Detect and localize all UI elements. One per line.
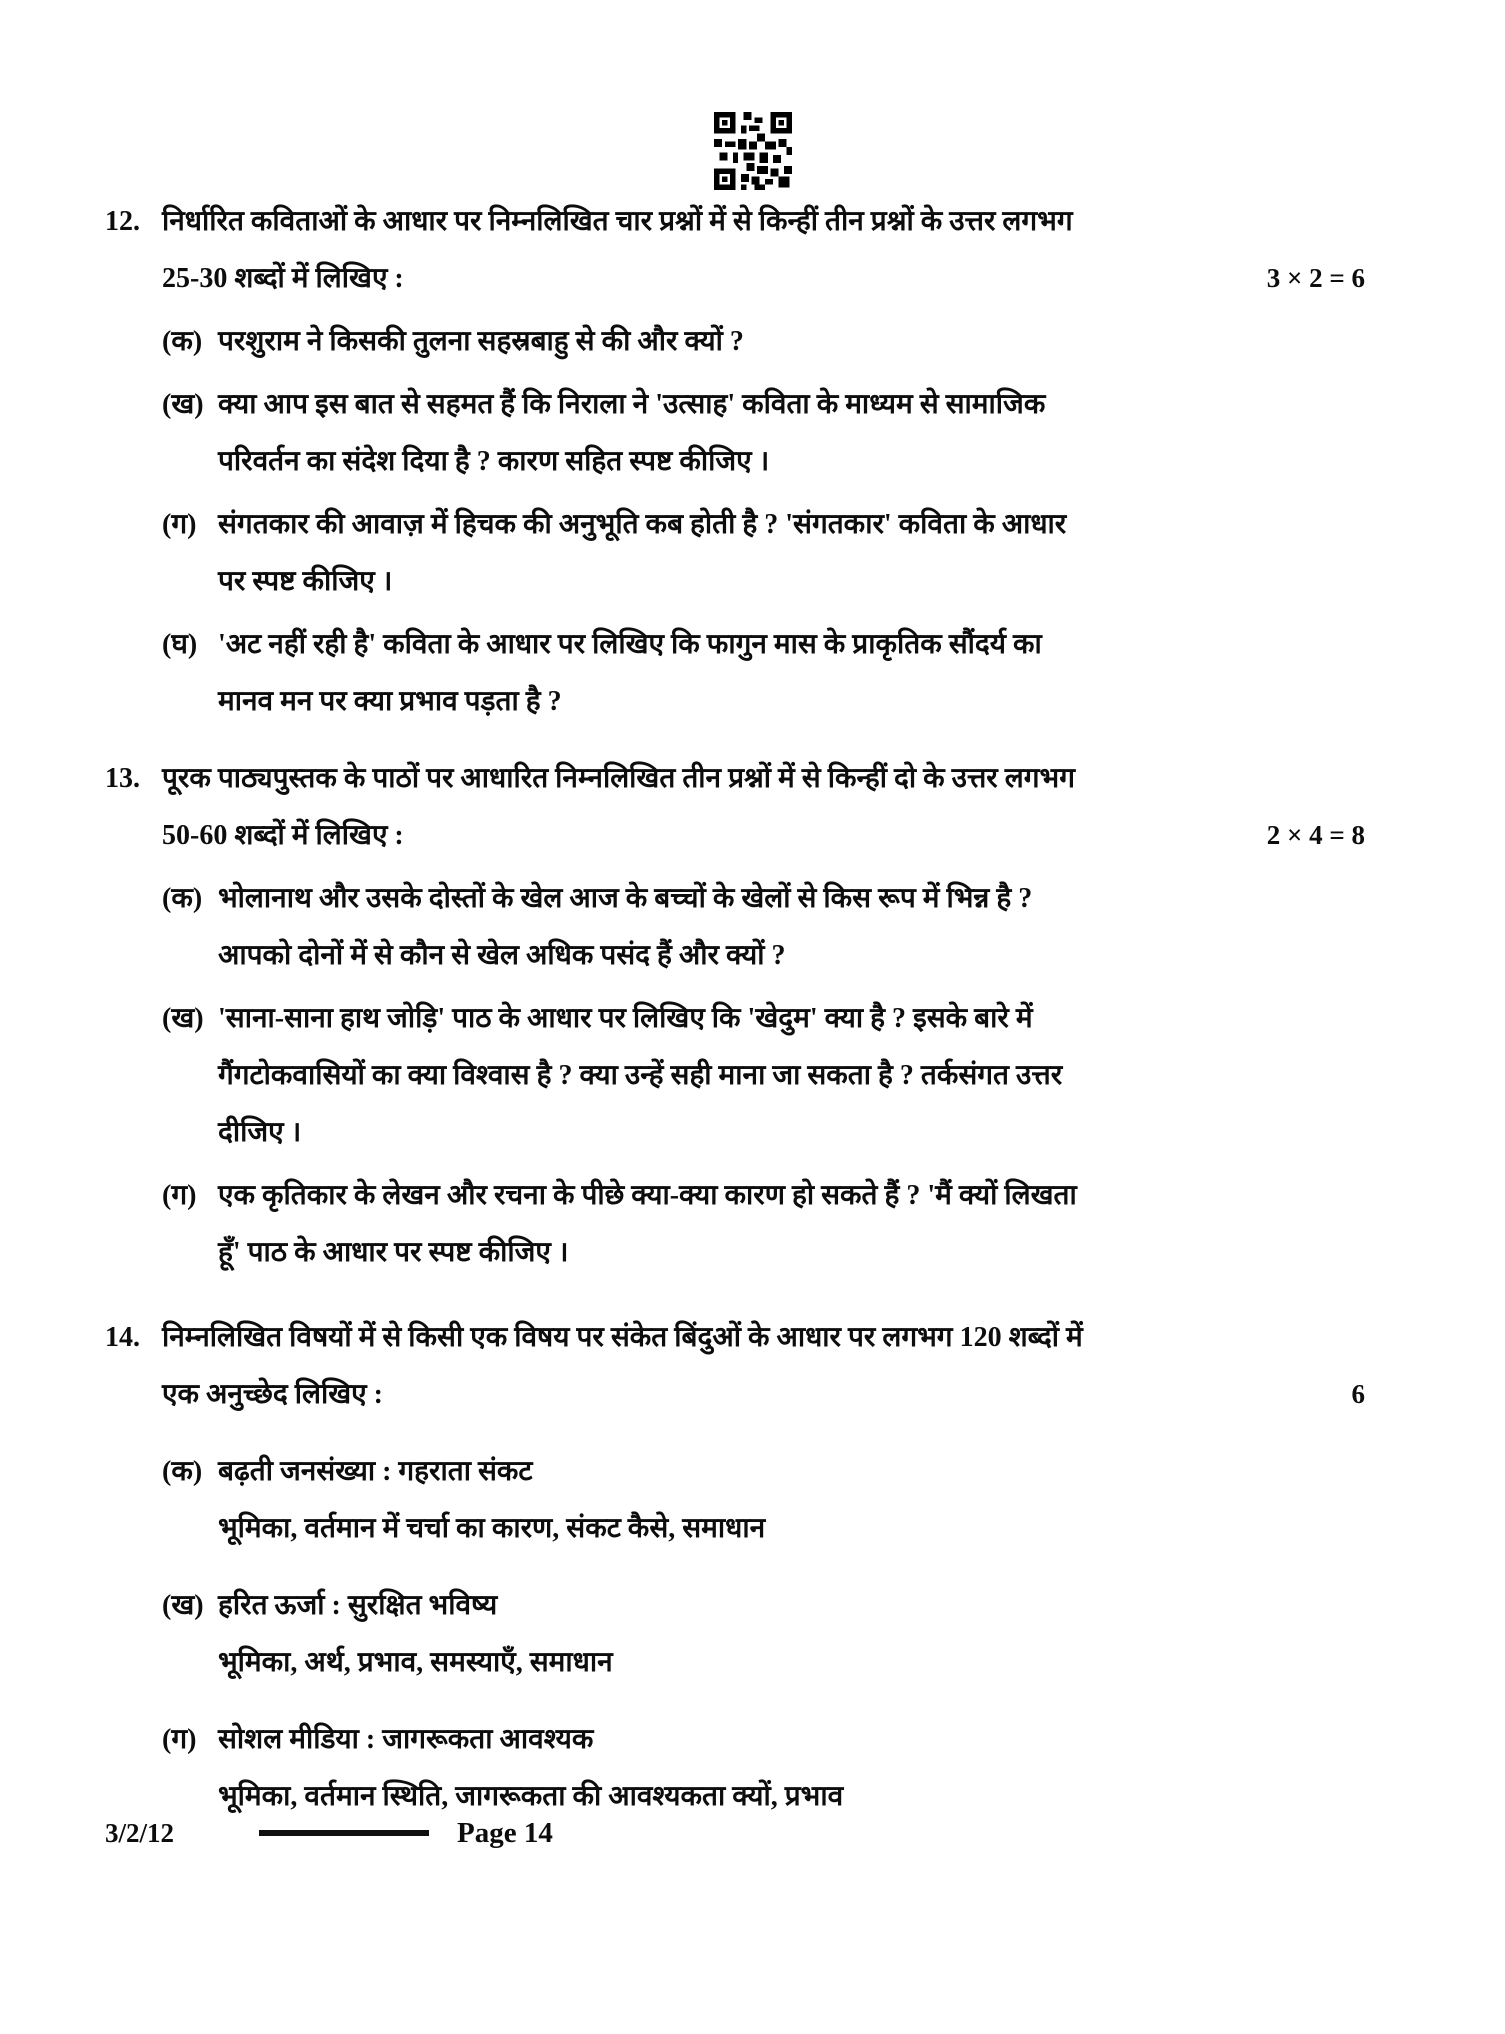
item-label: (घ) [162, 629, 198, 660]
item-label: (क) [162, 883, 203, 914]
question-12-intro-line-2 [162, 250, 1410, 307]
intro-text: निम्नलिखित विषयों में से किसी [162, 1322, 471, 1353]
question-14-topic-ga [162, 1711, 1410, 1825]
paper-content [105, 193, 1410, 1825]
item-line: 'अट नहीं रही है' कविता के आधार पर लिखिए कि फागुन मास के प्राकृतिक सौंदर्य का [218, 629, 1042, 660]
question-14-number: 14. [105, 1322, 140, 1353]
question-13-item-ga [162, 1167, 1410, 1281]
intro-emphasis: 120 [959, 1322, 1002, 1353]
item-label: (क) [162, 326, 203, 357]
intro-emphasis: चार [615, 206, 653, 237]
paper-code: 3/2/12 [105, 1818, 175, 1848]
item-label: (ग) [162, 509, 197, 540]
topic-title: हरित ऊर्जा : सुरक्षित भविष्य [218, 1590, 498, 1621]
question-12-intro-line-1 [162, 193, 1410, 250]
item-line: 'साना-साना हाथ जोड़ि' पाठ के आधार पर लिखिए कि 'खेदुम' क्या है ? इसके बारे में [218, 1003, 1033, 1034]
footer-divider-rule [259, 1830, 429, 1836]
item-line: गैंगटोकवासियों का क्या विश्वास है ? क्या उन्हें सही माना जा सकता है ? तर्कसंगत उत्तर [218, 1060, 1063, 1091]
intro-text: शब्दों में [1001, 1322, 1083, 1353]
question-13-intro-line-1 [162, 750, 1410, 807]
intro-text: विषय पर संकेत बिंदुओं के आधार पर लगभग [507, 1322, 960, 1353]
item-line: दीजिए । [218, 1117, 302, 1148]
intro-emphasis: तीन [825, 206, 864, 237]
question-14 [105, 1309, 1410, 1825]
item-line: परिवर्तन का संदेश दिया है ? कारण सहित स्पष्ट कीजिए । [218, 446, 770, 477]
item-line: भोलानाथ और उसके दोस्तों के खेल आज के बच्चों के खेलों से किस रूप में भिन्न है ? [218, 883, 1033, 914]
item-label: (ग) [162, 1180, 197, 1211]
intro-text: के उत्तर लगभग [916, 763, 1075, 794]
question-14-topic-kha [162, 1577, 1410, 1691]
question-12-number: 12. [105, 206, 140, 237]
question-13-item-kha [162, 990, 1410, 1161]
question-14-marks: 6 [1351, 1379, 1365, 1409]
question-13-item-ka [162, 870, 1410, 984]
word-limit [162, 250, 404, 307]
topic-hints: भूमिका, वर्तमान स्थिति, जागरूकता की आवश्यकता क्यों, प्रभाव [218, 1781, 844, 1812]
page-footer [105, 1815, 553, 1851]
word-limit-range: 50-60 [162, 820, 228, 851]
word-limit-text: शब्दों में लिखिए : [227, 263, 404, 294]
question-14-intro-line-1 [162, 1309, 1410, 1366]
intro-text: प्रश्नों में से किन्हीं [721, 763, 894, 794]
topic-label: (ग) [162, 1724, 197, 1755]
intro-text: एक अनुच्छेद लिखिए : [162, 1379, 383, 1410]
item-line: परशुराम ने किसकी तुलना सहस्रबाहु से की और क्यों ? [218, 326, 744, 357]
question-13-number: 13. [105, 763, 140, 794]
topic-title: बढ़ती जनसंख्या : गहराता संकट [218, 1456, 533, 1487]
topic-hints: भूमिका, अर्थ, प्रभाव, समस्याएँ, समाधान [218, 1647, 613, 1678]
word-limit-range: 25-30 [162, 263, 228, 294]
question-12-header [105, 193, 1410, 307]
item-line: एक कृतिकार के लेखन और रचना के पीछे क्या-क्या कारण हो सकते हैं ? 'मैं क्यों लिखता [218, 1180, 1077, 1211]
word-limit-text: शब्दों में लिखिए : [227, 820, 404, 851]
intro-emphasis: दो [893, 763, 917, 794]
question-12-marks: 3 × 2 = 6 [1266, 263, 1365, 293]
intro-emphasis: एक [470, 1322, 508, 1353]
intro-text: पूरक पाठ्यपुस्तक के पाठों पर आधारित निम्नलिखित [162, 763, 683, 794]
topic-hints: भूमिका, वर्तमान में चर्चा का कारण, संकट कैसे, समाधान [218, 1513, 766, 1544]
item-line: आपको दोनों में से कौन से खेल अधिक पसंद हैं और क्यों ? [218, 940, 786, 971]
question-12-item-gha [162, 616, 1410, 730]
question-14-topic-ka [162, 1443, 1410, 1557]
question-13-marks: 2 × 4 = 8 [1266, 820, 1365, 850]
item-line: क्या आप इस बात से सहमत हैं कि निराला ने 'उत्साह' कविता के माध्यम से सामाजिक [218, 389, 1046, 420]
question-12-item-ka [162, 313, 1410, 370]
qr-code-icon [714, 112, 792, 190]
question-12-item-ga [162, 496, 1410, 610]
word-limit [162, 807, 404, 864]
topic-title: सोशल मीडिया : जागरूकता आवश्यक [218, 1724, 594, 1755]
topic-label: (क) [162, 1456, 203, 1487]
topic-label: (ख) [162, 1590, 204, 1621]
question-12 [105, 193, 1410, 730]
intro-emphasis: तीन [682, 763, 722, 794]
item-label: (ख) [162, 389, 204, 420]
question-12-item-kha [162, 376, 1410, 490]
intro-text: प्रश्नों के उत्तर लगभग [863, 206, 1073, 237]
question-13-intro-line-2 [162, 807, 1410, 864]
question-14-intro-line-2 [162, 1366, 1410, 1423]
item-line: संगतकार की आवाज़ में हिचक की अनुभूति कब होती है ? 'संगतकार' कविता के आधार [218, 509, 1067, 540]
intro-text: प्रश्नों में से किन्हीं [652, 206, 825, 237]
item-label: (ख) [162, 1003, 204, 1034]
item-line: मानव मन पर क्या प्रभाव पड़ता है ? [218, 686, 562, 717]
item-line: पर स्पष्ट कीजिए । [218, 566, 393, 597]
intro-text: निर्धारित कविताओं के आधार पर निम्नलिखित [162, 206, 616, 237]
item-line: हूँ' पाठ के आधार पर स्पष्ट कीजिए । [218, 1237, 569, 1268]
question-13 [105, 750, 1410, 1281]
page-number: Page 14 [457, 1817, 553, 1849]
question-13-header [105, 750, 1410, 864]
question-14-header [105, 1309, 1410, 1423]
